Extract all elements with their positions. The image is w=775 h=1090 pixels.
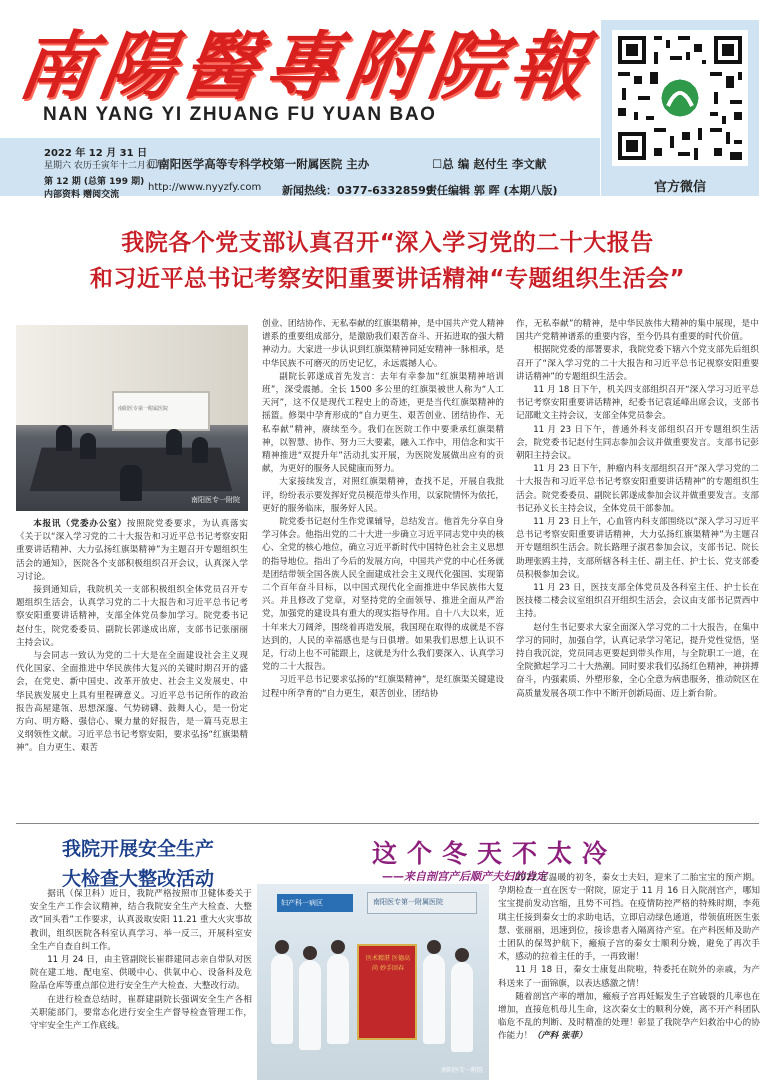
- section-divider: [16, 823, 759, 824]
- photo-person: [80, 433, 96, 459]
- photo-person: [423, 954, 445, 1044]
- article2-title: [20, 834, 256, 894]
- banner-photo: [257, 884, 489, 1080]
- responsible-editor: 责任编辑 郭 晖 (本期八版): [426, 184, 558, 197]
- lunar-date: 星期六 农历壬寅年十二月初九: [44, 161, 164, 171]
- photo-person: [271, 954, 293, 1044]
- internal-note: 内部资料 赠阅交流: [44, 190, 120, 200]
- photo-person-head: [303, 946, 317, 960]
- chief-editors: ☐总 编 赵付生 李文献: [432, 157, 547, 171]
- paragraph: 11 月 18 日下午，机关四支部组织召开“深入学习习近平总书记考察安阳重要讲话精神，纪委书记袁延峰出席会议，支部书记邵毗文主持会议，支部全体党员参会。: [516, 385, 759, 422]
- banner-text: 医术精湛 医德高尚 妙手回春: [366, 955, 410, 972]
- newspaper-title: [13, 20, 596, 110]
- title-char: 醫: [177, 24, 268, 110]
- paragraph: 11 月 23 日下午，普通外科支部组织召开专题组织生活会，院党委书记赵付生同志参加会议并做重要发言。支部书记彭朝阳主持会议。: [516, 424, 759, 462]
- article2-body: [30, 888, 252, 1084]
- photo-watermark: 南阳医专一附院: [440, 1067, 483, 1074]
- paragraph: 11 月 23 日下午，肿瘤内科支部组织召开“深入学习党的二十大报告和习近平总书记考察安阳重要讲话精神”的专题组织生活会。院党委委员、副院长郭遂成参加会议并做重要发言。支部书记孙义长主持会议，全体党员干部参加。: [516, 464, 759, 514]
- paragraph-text: 按照院党委要求，为认真落实《关于以“深入学习党的二十大报告和习近平总书记考察安阳重要讲话精神、大力弘扬红旗渠精神”为主题召开专题组织生活会的通知》，医院各个支部积极组织召开会议，认真深入学习讨论。: [16, 519, 248, 582]
- website-link[interactable]: http://www.nyyzfy.com: [148, 182, 262, 193]
- paragraph: 据讯（保卫科）近日，我院严格按照市卫健体委关于安全生产工作会议精神，结合我院安全生产大检查、大整改“回头看”工作要求，认真汲取安阳 11.21 重大火灾事故教训，组织医院各科室认真学习、举一反三，开展科室安全生产自查自纠工作。: [30, 889, 252, 952]
- paragraph: 作，无私奉献”的精神，是中华民族伟大精神的集中展现，是中国共产党精神谱系的重要内容，至今仍具有重要的时代价值。: [516, 319, 759, 343]
- paragraph: [16, 518, 248, 584]
- photo-person-head: [275, 940, 289, 954]
- qr-icon: [614, 32, 746, 164]
- paragraph: 11 月 18 日，秦女士康复出院啦，特委托在院外的亲戚，为产科送来了一面锦旗，以表达感激之情！: [498, 965, 760, 989]
- paragraph: 11 月 23 日，医技支部全体党员及各科室主任、护士长在医技楼二楼会议室组织召开组织生活会，会议由支部书记贾西中主持。: [516, 583, 759, 620]
- title-char: 報: [505, 24, 596, 110]
- masthead: [0, 0, 775, 200]
- hospital-sign-text: 南阳医专第一附属医院: [373, 898, 443, 906]
- title-pinyin: NAN YANG YI ZHUANG FU YUAN BAO: [43, 104, 437, 125]
- main-headline: [0, 225, 775, 297]
- paragraph: 院党委书记赵付生作党课辅导，总结发言。他首先分享自身学习体会。他指出党的二十大进一步确立习近平同志党中央的核心、全党的核心地位，确立习近平新时代中国特色社会主义思想的指导地位。指出了今后的发展方向，中国共产党的中心任务就是团结带领全国各族人民全面建成社会主义现代化强国、实现第二个百年奋斗目标，以中国式现代化全面推进中华民族伟大复兴。并且修改了党章，对坚持党的全面领导、推进全面从严治党，加强党的建设具有重大的现实指导作用。自十八大以来，近十年来大刀阔斧，围绕着再造发展，我国现在取得的成就是不容达到的，人民的幸福感也是与日俱增。如果我们思想上认识不足，行动上也不可能跟上，这就是为什么我们要深入、认真学习党的二十大报告。: [262, 517, 504, 673]
- title-char: 專: [259, 24, 350, 110]
- news-hotline: 新闻热线：0377-63328599: [282, 184, 434, 197]
- article3-body: [498, 872, 760, 1086]
- title-char: 南: [13, 24, 104, 110]
- article1-column-2: [262, 318, 504, 814]
- paragraph: 11 月 24 日，由主管副院长崔群建同志亲自带队对医院在建工地、配电室、供暖中心、供氧中心、设备科及危险品仓库等重点部位进行安全生产大检查、大整改行动。: [30, 955, 252, 992]
- paragraph: 在进行检查总结时，崔群建副院长强调安全生产各相关职能部门，要常态化进行安全生产督导检查管理工作，守牢安全生产工作底线。: [30, 994, 252, 1032]
- paragraph: 与会同志一致认为党的二十大是在全面建设社会主义现代化国家、全面推进中华民族伟大复兴的关键时期召开的盛会，在党史、新中国史、改革开放史、社会主义发展史、中华民族发展史上具有里程碑意义。习近平总书记所作的政治报告高屋建瓴、思想深邃、气势磅礴、鼓舞人心，是一份定方向、明方略、强信心、聚力量的好报告，是一篇马克思主义纲领性文献。习近平总书记考察安阳，要求弘扬“红旗渠精神”。自力更生、艰苦: [16, 651, 248, 754]
- paragraph: 2022 年温暖的初冬，秦女士夫妇，迎来了二胎宝宝的预产期。孕期检查一直在医专一附院，原定于 11 月 16 日入院剖宫产，哪知宝宝提前发动宫缩，且势不可挡。在疫情防控严格的特殊时期，李苑琪主任接到秦女士的求助电话，立即启动绿色通道，带领值班医生张慧、张丽丽，迅速到位，接诊患者入隔离待产室。在产科医师及助产士团队的保驾护航下，瘢痕子宫的秦女士顺利分娩，避免了再次手术，感动的拉着主任的手，一再致谢！: [498, 873, 760, 963]
- issue-date: 2022 年 12 月 31 日: [44, 148, 148, 159]
- article3-subtitle: ——来自剖宫产后顺产夫妇的肯定: [382, 870, 547, 883]
- qr-label: 官方微信: [653, 180, 706, 195]
- paragraph: 赵付生书记要求大家全面深入学习党的二十大报告，在集中学习的同时，加强自学，认真记录学习笔记，提升党性觉悟，坚持自我沉淀，党员同志更要起到带头作用，与全院职工一道，在全院掀起学习二十大热潮。同时要求我们弘扬红色精神，神拼搏奋斗，内强素质、外塑形象，全心全意为病患服务，推动院区在高质量发展各项工作中不断开创新局面、迈上新台阶。: [516, 622, 759, 699]
- photo-person: [56, 425, 72, 451]
- title-char: 院: [423, 24, 514, 110]
- photo-person: [192, 437, 208, 463]
- host-organization: ☐南阳医学高等专科学校第一附属医院 主办: [148, 157, 370, 171]
- photo-caption: 南阳医专一附院: [191, 496, 240, 504]
- article1-column-1: [16, 518, 248, 816]
- paragraph: 根据院党委的部署要求，我院党委下辖六个党支部先后组织召开了“深入学习党的二十大报告和习近平总书记视察安阳重要讲话精神”的专题组织生活会。: [516, 345, 759, 382]
- photo-person: [166, 429, 182, 455]
- photo-person: [451, 962, 473, 1052]
- title-char: 附: [341, 24, 432, 110]
- photo-person: [299, 960, 321, 1050]
- paragraph: 接到通知后，我院机关一支部积极组织全体党员召开专题组织生活会，认真学习党的二十大报告和习近平总书记考察安阳重要讲话精神，支部全体党员参加学习。院党委书记赵付生，院党委委员、副院长郭遂成出席，支部书记张丽丽主持会议。: [16, 585, 248, 648]
- photo-person-head: [427, 940, 441, 954]
- headline-line: 我院各个党支部认真召开“深入学习党的二十大报告: [121, 230, 654, 256]
- author-signature: （产科 张菲）: [532, 1031, 587, 1042]
- article3-title: 这个冬天不太冷: [372, 839, 618, 868]
- title-line: 大检查大整改活动: [61, 868, 214, 890]
- issue-number: 第 12 期 (总第 199 期): [44, 177, 145, 187]
- paragraph: 大家接续发言，对照红旗渠精神，查找不足，开展自我批评，纷纷表示要发挥好党员模范带头作用，以家院情怀为依托，更好的服务临床，服务好人民。: [262, 477, 504, 514]
- paragraph: 创业、团结协作、无私奉献的红旗渠精神，是中国共产党人精神谱系的重要组成部分，是激励我们艰苦奋斗、开拓进取的强大精神动力。大家进一步认识到红旗渠精神同延安精神一脉相承，是中华民族不可磨灭的历史记忆，永远震撼人心。: [262, 319, 504, 369]
- paragraph: 11 月 23 日上午，心血管内科支部围绕以“深入学习习近平总书记考察安阳重要讲话精神，大力弘扬红旗渠精神”为主题召开专题组织生活会。院长路理子淑君参加会议，支部书记、院长助理张鸥主持，支部所辖各科主任、副主任、护士长、党支部委员积极参加会议。: [516, 517, 759, 580]
- photo-person-head: [455, 948, 469, 962]
- photo-person: [327, 954, 349, 1044]
- photo-person-head: [331, 940, 345, 954]
- paragraph: 习近平总书记要求弘扬的“红旗渠精神”，是红旗渠关键建设过程中所孕育的“自力更生，艰苦创业，团结协: [262, 675, 504, 699]
- ward-sign-text: 妇产科一病区: [281, 899, 323, 907]
- title-char: 陽: [95, 24, 186, 110]
- paragraph: [498, 991, 760, 1044]
- paragraph: 副院长郭遂成首先发言：去年有幸参加“红旗渠精神培训班”，深受震撼。全长 1500 多公里的红旗渠被世人称为“人工天河”，这不仅是现代工程史上的奇迹，更是当代红旗渠精神的摇篮。修渠中孕育形成的“自力更生、艰苦创业、团结协作、无私奉献”精神，赓续至今。我们在医院工作中要秉承红旗渠精神，以智慧、协作、努力三大要素，融入工作中，用信念和实干精神推进“双提升年”活动扎实开展，为医院发展做出应有的贡献，为更好的服务人民健康而努力。: [262, 371, 504, 475]
- meeting-photo: [16, 325, 248, 511]
- paragraph-text: 随着剖宫产率的增加，瘢痕子宫再妊娠发生子宫破裂的几率也在增加，直接危机母儿生命，这次秦女士的顺利分娩，离不开产科团队临危不乱的判断、及时精准的处理！彰显了我院孕产妇救治中心的协作能力！: [498, 991, 760, 1042]
- wechat-qr-code[interactable]: [612, 30, 748, 166]
- article1-column-3: [516, 318, 759, 814]
- headline-line: 和习近平总书记考察安阳重要讲话精神“专题组织生活会”: [89, 266, 686, 292]
- dateline: 本报讯（党委办公室）: [33, 519, 127, 529]
- title-line: 我院开展安全生产: [61, 838, 214, 860]
- photo-person: [120, 465, 142, 501]
- photo-screen-text: 南阳医专第一附属医院: [118, 406, 169, 412]
